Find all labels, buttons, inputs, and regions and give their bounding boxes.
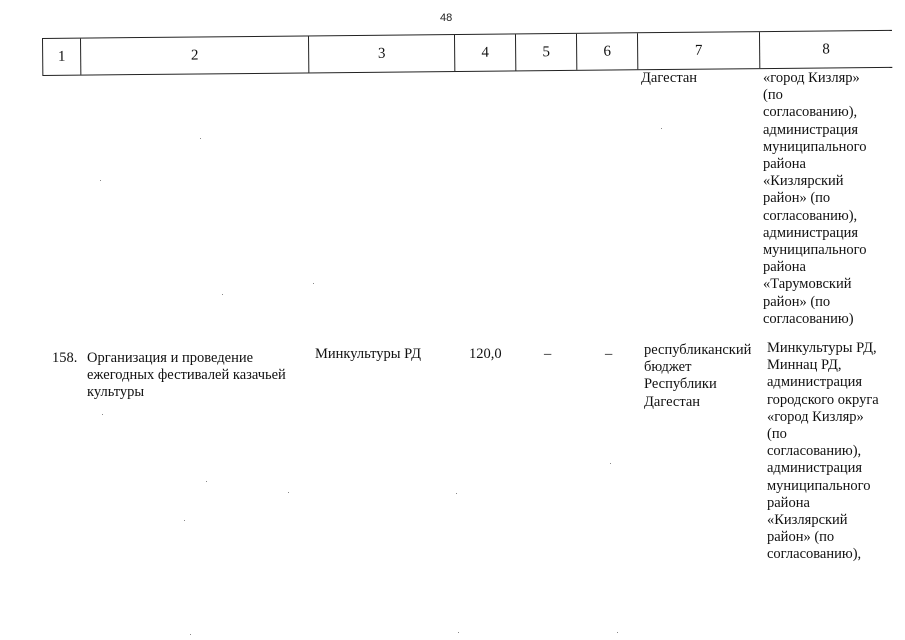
cell-line: согласованию), <box>763 104 858 121</box>
cell-line: Организация и проведение <box>87 350 254 366</box>
scan-speck <box>458 632 459 633</box>
column-header-4: 4 <box>454 34 515 71</box>
cell-line: городского округа <box>767 391 879 408</box>
column-6-value: – <box>605 346 613 362</box>
scan-speck <box>288 492 289 493</box>
cell-line: Минкультуры РД, <box>767 340 877 356</box>
cell-line: согласованию), <box>763 207 858 224</box>
amount: 120,0 <box>469 346 502 362</box>
cell-line: района <box>763 156 806 173</box>
scan-speck <box>206 481 207 482</box>
continuation-col8 <box>763 70 866 328</box>
row-number: 158. <box>52 350 78 366</box>
cell-line: Миннац РД, <box>767 357 842 374</box>
column-header-5: 5 <box>515 34 576 71</box>
cell-line: администрация <box>763 121 859 138</box>
scan-speck <box>222 294 223 295</box>
cell-line: «город Кизляр» <box>767 408 864 425</box>
cell-line: администрация <box>763 224 859 241</box>
column-header-8: 8 <box>759 31 892 68</box>
column-header-2: 2 <box>80 36 308 74</box>
funding-source <box>644 342 751 411</box>
cell-line: Дагестан <box>644 393 701 410</box>
cell-line: культуры <box>87 384 145 401</box>
scan-speck <box>100 180 101 181</box>
cell-line: район» (по <box>767 529 835 546</box>
column-5-value: – <box>544 346 552 362</box>
cell-line: согласованию), <box>767 546 862 563</box>
page-number: 48 <box>440 12 453 24</box>
cell-line: района <box>763 259 806 276</box>
cell-line: ежегодных фестивалей казачьей <box>87 367 286 384</box>
scan-speck <box>610 463 611 464</box>
column-header-1: 1 <box>42 39 80 75</box>
cell-line: «город Кизляр» <box>763 70 860 86</box>
scan-speck <box>617 632 618 633</box>
scan-speck <box>456 493 457 494</box>
cell-line: района <box>767 494 810 511</box>
cell-line: (по <box>763 87 783 104</box>
scan-speck <box>184 520 185 521</box>
cell-line: «Тарумовский <box>763 276 852 293</box>
column-header-7: 7 <box>637 32 759 69</box>
cell-line: администрация <box>767 374 863 391</box>
scan-speck <box>661 128 662 129</box>
event-name <box>87 350 286 402</box>
scan-speck <box>102 414 103 415</box>
cell-line: республиканский <box>644 342 752 358</box>
executor: Минкультуры РД <box>315 346 422 362</box>
cell-line: согласованию), <box>767 443 862 460</box>
cell-line: «Кизлярский <box>763 173 844 190</box>
cell-line: район» (по <box>763 190 831 207</box>
cell-line: (по <box>767 426 787 443</box>
cell-line: муниципального <box>763 242 867 259</box>
co-executors <box>767 340 879 564</box>
cell-line: Республики <box>644 376 717 393</box>
cell-line: бюджет <box>644 359 692 376</box>
cell-line: район» (по <box>763 293 831 310</box>
column-header-6: 6 <box>576 33 637 70</box>
scan-speck <box>200 138 201 139</box>
continuation-col7: Дагестан <box>641 70 698 86</box>
cell-line: администрация <box>767 460 863 477</box>
scan-speck <box>190 634 191 635</box>
scan-speck <box>313 283 314 284</box>
cell-line: муниципального <box>763 138 867 155</box>
cell-line: согласованию) <box>763 310 854 327</box>
cell-line: «Кизлярский <box>767 512 848 529</box>
cell-line: муниципального <box>767 477 871 494</box>
column-header-3: 3 <box>308 35 454 72</box>
